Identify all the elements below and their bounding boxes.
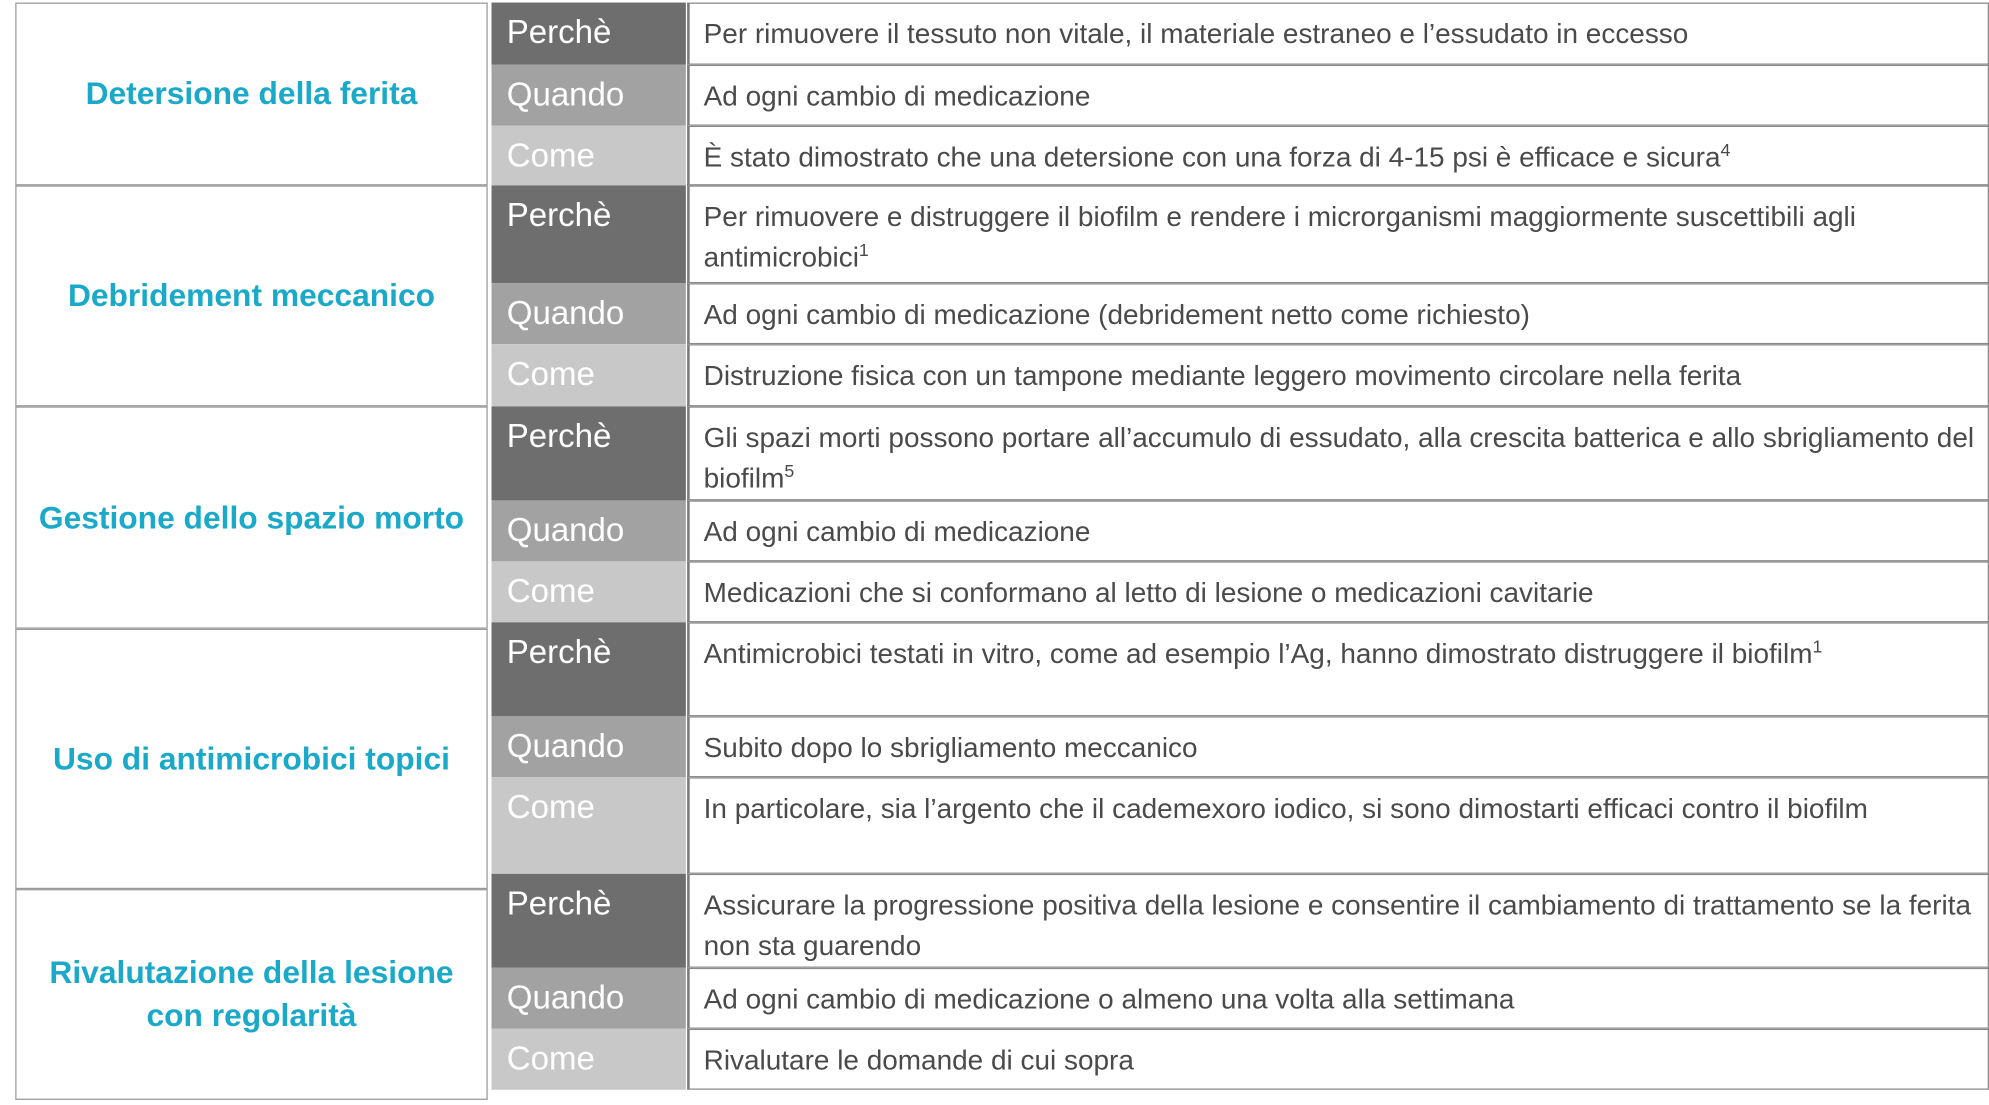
perche-text: Per rimuovere e distruggere il biofilm e rendere i microrganismi maggiormente suscettibili agli antimicrobici$^1$	[687, 185, 1989, 283]
come-label: Come	[492, 561, 686, 622]
perche-text: Antimicrobici testati in vitro, come ad esempio l’Ag, hanno dimostrato distruggere il biofilm$^1$	[687, 622, 1989, 716]
quando-label: Quando	[492, 500, 686, 561]
perche-label: Perchè	[492, 3, 686, 65]
perche-label: Perchè	[492, 622, 686, 716]
come-text: In particolare, sia l’argento che il cademexoro iodico, si sono dimostarti efficaci contro il biofilm	[687, 777, 1989, 874]
come-text: Rivalutare le domande di cui sopra	[687, 1029, 1989, 1090]
section-title: Uso di antimicrobici topici	[52, 741, 450, 777]
section-title-cell	[15, 406, 487, 628]
row-perche	[492, 185, 1989, 283]
row-quando	[492, 65, 1989, 126]
perche-label: Perchè	[492, 406, 686, 500]
quando-text: Ad ogni cambio di medicazione	[687, 500, 1989, 561]
quando-label: Quando	[492, 968, 686, 1029]
section-title-cell	[15, 3, 487, 186]
perche-text: Gli spazi morti possono portare all’accumulo di essudato, alla crescita batterica e allo sbrigliamento del biofilm$^5$	[687, 406, 1989, 500]
come-text: Distruzione fisica con un tampone mediante leggero movimento circolare nella ferita	[687, 344, 1989, 406]
section-title: Gestione dello spazio morto	[38, 499, 465, 536]
row-perche	[492, 622, 1989, 716]
row-quando	[492, 500, 1989, 561]
quando-text: Ad ogni cambio di medicazione	[687, 65, 1989, 126]
quando-text: Ad ogni cambio di medicazione o almeno una volta alla settimana	[687, 968, 1989, 1029]
section-title: Detersione della ferita	[85, 76, 418, 112]
quando-label: Quando	[492, 65, 686, 126]
come-label: Come	[492, 344, 686, 406]
row-come	[492, 1029, 1989, 1090]
come-label: Come	[492, 126, 686, 186]
come-label: Come	[492, 1029, 686, 1090]
row-perche	[492, 874, 1989, 968]
section-title-cell	[15, 185, 487, 406]
row-quando	[492, 968, 1989, 1029]
come-text: È stato dimostrato che una detersione con una forza di 4-15 psi è efficace e sicura$^4$	[687, 126, 1989, 186]
perche-label: Perchè	[492, 874, 686, 968]
section-title-cell	[15, 889, 487, 1100]
quando-text: Ad ogni cambio di medicazione (debridement netto come richiesto)	[687, 283, 1989, 344]
section-title: Debridement meccanico	[67, 278, 436, 314]
quando-label: Quando	[492, 716, 686, 777]
row-quando	[492, 716, 1989, 777]
row-come	[492, 126, 1989, 186]
row-perche	[492, 3, 1989, 65]
row-quando	[492, 283, 1989, 344]
perche-text: Assicurare la progressione positiva della lesione e consentire il cambiamento di trattamento se la ferita non sta guarendo	[687, 874, 1989, 968]
section-title-cell	[15, 629, 487, 889]
row-come	[492, 777, 1989, 874]
perche-label: Perchè	[492, 185, 686, 283]
quando-label: Quando	[492, 283, 686, 344]
row-come	[492, 344, 1989, 406]
row-come	[492, 561, 1989, 622]
perche-text: Per rimuovere il tessuto non vitale, il materiale estraneo e l’essudato in eccesso	[687, 3, 1989, 65]
section-title: Rivalutazione della lesione con regolarità	[49, 955, 454, 1034]
come-label: Come	[492, 777, 686, 874]
come-text: Medicazioni che si conformano al letto di lesione o medicazioni cavitarie	[687, 561, 1989, 622]
row-perche	[492, 406, 1989, 500]
quando-text: Subito dopo lo sbrigliamento meccanico	[687, 716, 1989, 777]
